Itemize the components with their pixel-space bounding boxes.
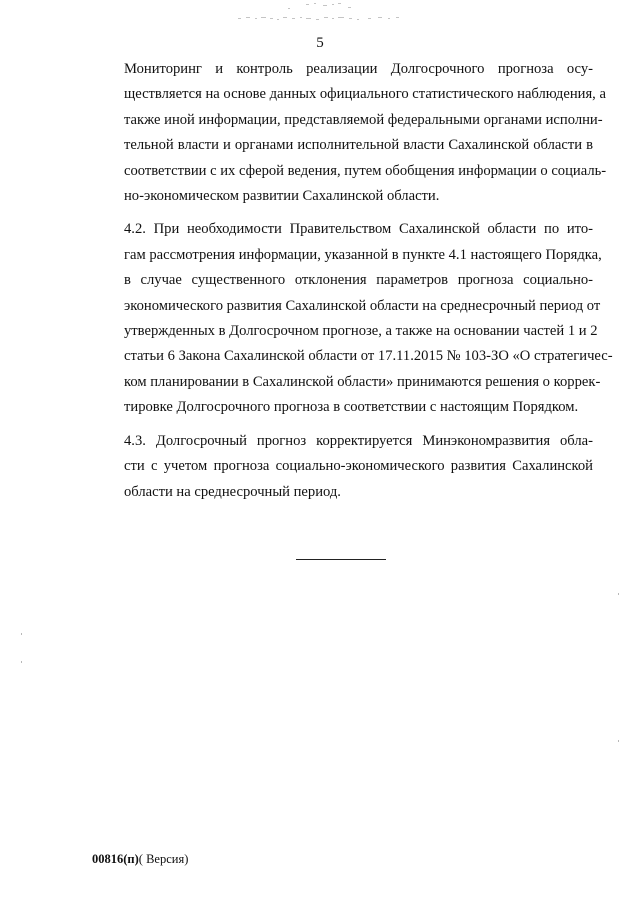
text-line: тировке Долгосрочного прогноза в соответствии с настоящим Порядком. (124, 399, 579, 416)
document-footer (92, 851, 188, 867)
text-line: тельной власти и органами исполнительной власти Сахалинской области в (124, 137, 593, 154)
document-version: ( Версия) (138, 852, 189, 866)
paragraph-monitoring (92, 57, 607, 209)
text-line: статьи 6 Закона Сахалинской области от 17.11.2015 № 103-ЗО «О стратегичес- (124, 348, 613, 365)
paragraph-4-3 (92, 429, 593, 505)
text-line: но-экономическом развитии Сахалинской области. (124, 188, 440, 205)
text-line: экономического развития Сахалинской области на среднесрочный период от (124, 297, 601, 314)
text-line: гам рассмотрения информации, указанной в пункте 4.1 настоящего Порядка, (124, 246, 602, 263)
body-text (92, 57, 613, 513)
scan-speck (21, 661, 22, 663)
text-line: ществляется на основе данных официального статистического наблюдения, а (124, 86, 606, 103)
text-line: ком планировании в Сахалинской области» принимаются решения о коррек- (124, 373, 601, 390)
text-line: соответствии с их сферой ведения, путем обобщения информации о социаль- (124, 162, 607, 179)
text-line: Мониторинг и контроль реализации Долгосрочного прогноза осу- (124, 61, 593, 77)
scan-speck (21, 633, 22, 635)
text-line: сти с учетом прогноза социально-экономического развития Сахалинской (124, 458, 593, 475)
text-line: также иной информации, представляемой федеральными органами исполни- (124, 111, 603, 128)
end-separator-line (296, 559, 386, 560)
text-line: 4.3. Долгосрочный прогноз корректируется Минэкономразвития обла- (124, 432, 593, 449)
text-line: 4.2. При необходимости Правительством Сахалинской области по ито- (124, 221, 593, 238)
text-line: области на среднесрочный период. (124, 483, 341, 500)
scan-noise-header (228, 2, 418, 24)
text-line: в случае существенного отклонения параметров прогноза социально- (124, 272, 593, 289)
text-line: утвержденных в Долгосрочном прогнозе, а также на основании частей 1 и 2 (124, 323, 598, 340)
scan-speck (618, 740, 619, 742)
document-code: 00816(п) (92, 852, 139, 866)
scan-speck (618, 593, 619, 595)
page-number: 5 (316, 35, 324, 51)
paragraph-4-2 (92, 217, 613, 420)
